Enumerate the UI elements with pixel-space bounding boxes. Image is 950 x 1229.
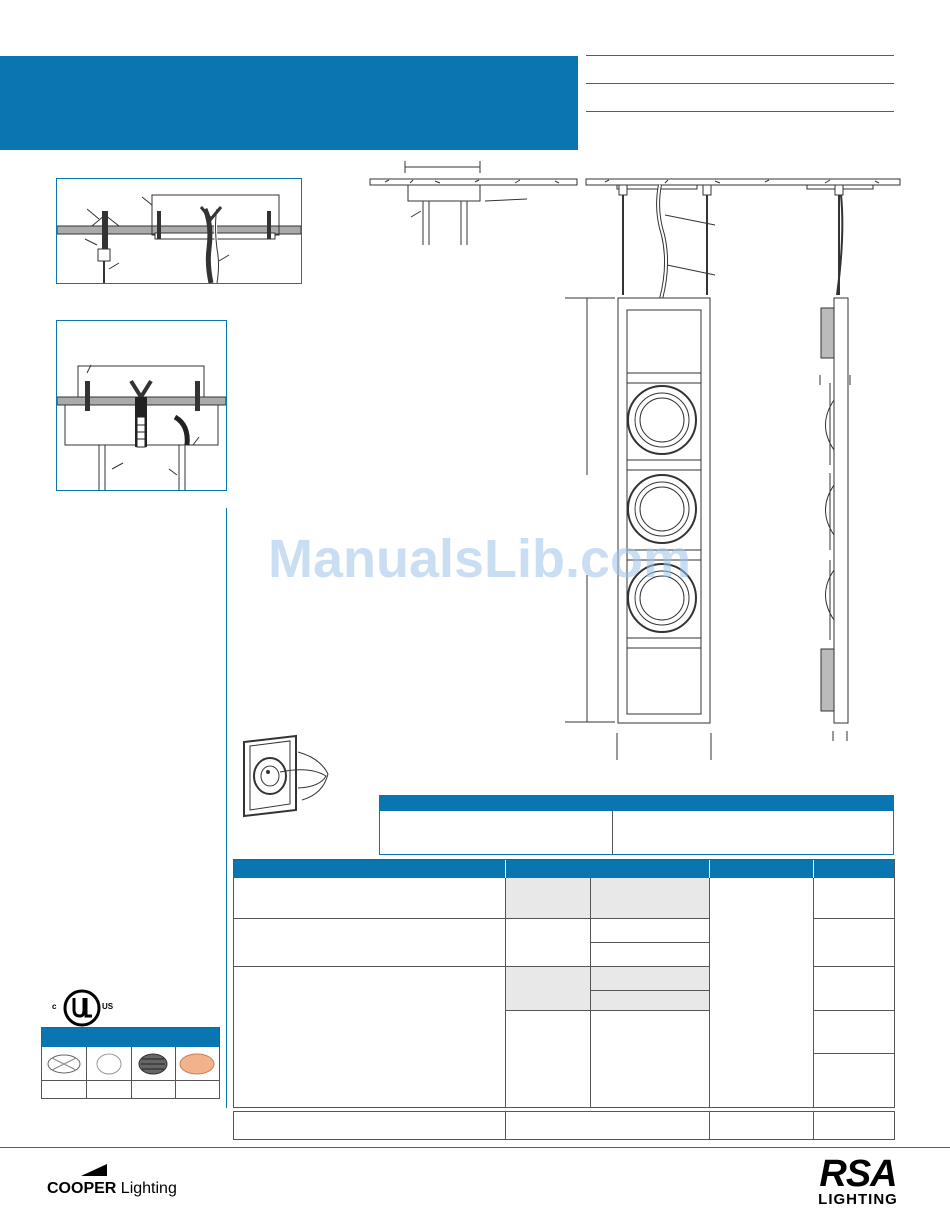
col-line-3 [709, 878, 710, 1107]
ul-circle-icon [62, 988, 102, 1028]
finish-swatch-clear [97, 1054, 121, 1074]
header-divider-3 [813, 860, 814, 878]
mounting-table-header [380, 796, 893, 811]
ordering-table [233, 859, 895, 1108]
row-line-1b [813, 918, 894, 919]
ordering-table-header [234, 860, 894, 878]
finish-swatch-table [41, 1027, 220, 1099]
footer-line-2 [709, 1112, 710, 1139]
ceiling-mount-diagram [57, 179, 301, 283]
ul-us-mark: US [102, 1002, 114, 1011]
row-line-5b [813, 1010, 894, 1011]
header-band [0, 56, 578, 150]
row-line-3b [813, 966, 894, 967]
row-line-3 [234, 966, 709, 967]
row-line-5 [505, 1010, 709, 1011]
rsa-wordmark: RSA [819, 1153, 897, 1195]
row-line-1 [234, 918, 709, 919]
footer-rule [0, 1147, 950, 1148]
cell-shaded-1 [506, 878, 709, 918]
ordering-table-footer [233, 1111, 895, 1140]
mounting-table [379, 795, 894, 855]
cooper-flag-icon [79, 1162, 109, 1178]
cooper-wordmark: COOPER [47, 1180, 117, 1197]
finish-swatch-bronze [180, 1054, 214, 1074]
col-line-2 [590, 878, 591, 1107]
col-line-4 [813, 878, 814, 1107]
finish-swatch-black [139, 1054, 167, 1074]
canopy-mount-diagram [57, 321, 226, 490]
finish-swatch-header [42, 1028, 219, 1047]
ul-listed-icon [52, 988, 118, 1028]
row-line-4 [590, 990, 709, 991]
column-divider [226, 508, 227, 1108]
rsa-lighting-wordmark: LIGHTING [818, 1191, 898, 1208]
installation-detail-1 [56, 178, 302, 284]
row-line-6 [813, 1053, 894, 1054]
ul-c-mark: c [52, 1002, 57, 1011]
footer-line-3 [813, 1112, 814, 1139]
col-line-1 [505, 878, 506, 1107]
header-divider-1 [505, 860, 506, 878]
rotation-diagram-icon [238, 732, 338, 818]
lighting-wordmark: Lighting [116, 1180, 177, 1197]
header-rule-3 [586, 111, 894, 112]
cell-shaded-2 [506, 967, 709, 1010]
row-line-2 [590, 942, 709, 943]
rsa-lighting-logo [816, 1153, 900, 1208]
installation-detail-2 [56, 320, 227, 491]
mounting-table-divider [612, 811, 613, 854]
fixture-elevation-drawing [365, 155, 905, 765]
footer-line-1 [505, 1112, 506, 1139]
watermark: ManualsLib.com [268, 529, 692, 589]
finish-swatch-white [48, 1055, 80, 1073]
header-divider-2 [709, 860, 710, 878]
finish-swatches [42, 1047, 219, 1081]
header-rule-1 [586, 55, 894, 56]
header-rule-2 [586, 83, 894, 84]
